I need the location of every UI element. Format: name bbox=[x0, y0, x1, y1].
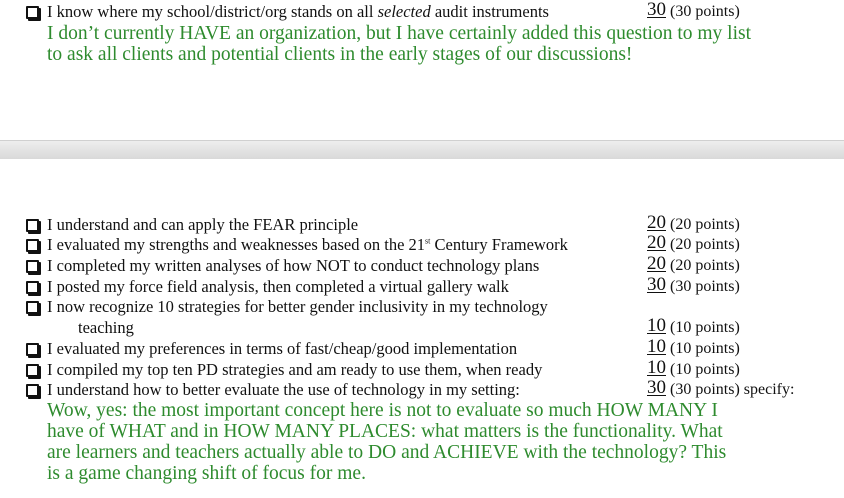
response-line: to ask all clients and potential clients in the early stages of our discussions! bbox=[47, 44, 633, 65]
checklist-item bbox=[0, 232, 844, 256]
score-value: 20 bbox=[647, 212, 666, 233]
score-value: 20 bbox=[647, 253, 666, 274]
points-label: (30 points) bbox=[670, 3, 740, 20]
checkbox[interactable] bbox=[26, 6, 39, 19]
points-label: (10 points) bbox=[670, 361, 740, 378]
item-label: I know where my school/district/org stands on all selected audit instruments bbox=[47, 2, 549, 21]
checklist-item bbox=[0, 357, 844, 381]
response-line: Wow, yes: the most important concept here is not to evaluate so much HOW MANY I bbox=[47, 400, 718, 421]
response-line: have of WHAT and in HOW MANY PLACES: what matters is the functionality. What bbox=[47, 421, 723, 442]
points-label: (10 points) bbox=[670, 340, 740, 357]
checkbox[interactable] bbox=[26, 239, 39, 252]
points-label: (20 points) bbox=[670, 236, 740, 253]
score-value: 20 bbox=[647, 232, 666, 253]
item-label: I understand how to better evaluate the use of technology in my setting: bbox=[47, 380, 520, 399]
points-label: (30 points) specify: bbox=[670, 381, 795, 398]
score-value: 10 bbox=[647, 357, 666, 378]
score-value: 30 bbox=[647, 274, 666, 295]
response-line: is a game changing shift of focus for me. bbox=[47, 463, 366, 484]
item-label: I now recognize 10 strategies for better gender inclusivity in my technology bbox=[47, 297, 548, 316]
response-line: are learners and teachers actually able to DO and ACHIEVE with the technology? This bbox=[47, 442, 727, 463]
item-label: I posted my force field analysis, then completed a virtual gallery walk bbox=[47, 277, 509, 296]
checklist-item-continuation bbox=[0, 315, 844, 339]
checkbox[interactable] bbox=[26, 384, 39, 397]
page-divider bbox=[0, 140, 844, 159]
item-label: I evaluated my preferences in terms of fast/cheap/good implementation bbox=[47, 339, 518, 358]
checkbox[interactable] bbox=[26, 260, 39, 273]
points-label: (30 points) bbox=[670, 278, 740, 295]
checkbox[interactable] bbox=[26, 343, 39, 356]
item-label: I evaluated my strengths and weaknesses based on the 21st Century Framework bbox=[47, 235, 568, 254]
checkbox[interactable] bbox=[26, 219, 39, 232]
item-label: I understand and can apply the FEAR principle bbox=[47, 215, 359, 234]
checkbox[interactable] bbox=[26, 281, 39, 294]
checklist-item bbox=[0, 297, 844, 318]
score-value: 30 bbox=[647, 0, 666, 20]
checklist-item bbox=[0, 212, 844, 236]
points-label: (10 points) bbox=[670, 319, 740, 336]
checkbox[interactable] bbox=[26, 364, 39, 377]
score-value: 10 bbox=[647, 315, 666, 336]
checklist-item bbox=[0, 377, 844, 401]
item-label: I completed my written analyses of how NOT to conduct technology plans bbox=[47, 256, 540, 275]
points-label: (20 points) bbox=[670, 257, 740, 274]
response-line: I don’t currently HAVE an organization, but I have certainly added this question to my list bbox=[47, 23, 752, 44]
checklist-item bbox=[0, 274, 844, 298]
item-label: I compiled my top ten PD strategies and am ready to use them, when ready bbox=[47, 360, 543, 379]
score-value: 30 bbox=[647, 377, 666, 398]
checklist-item bbox=[0, 253, 844, 277]
checklist-item-audit bbox=[0, 2, 844, 23]
checkbox[interactable] bbox=[26, 301, 39, 314]
item-label-continuation: teaching bbox=[78, 318, 134, 337]
points-label: (20 points) bbox=[670, 216, 740, 233]
score-value: 10 bbox=[647, 336, 666, 357]
checklist-item bbox=[0, 336, 844, 360]
